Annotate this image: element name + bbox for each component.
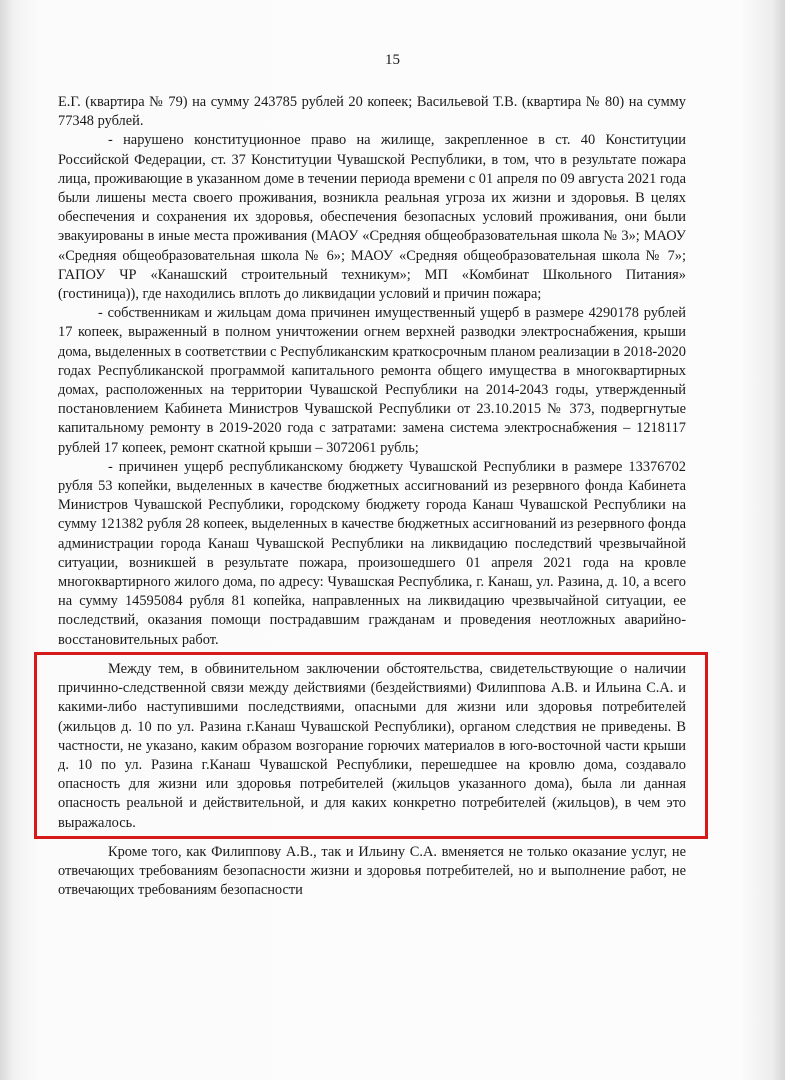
paragraph-property-damage: - собственникам и жильцам дома причинен имущественный ущерб в размере 4290178 рублей 17 копеек, выраженный в полном уничтожении огнем верхней разводки электроснабжения, крыши дома, выделенных в соответствии с Республиканским краткосрочным планом реализации в 2018-2020 годах Республиканской программой капитального ремонта общего имущества в многоквартирных домах, расположенных на территории Чувашской Республики на 2014-2043 годы, утвержденный постановлением Кабинета Министров Чувашской Республики от 23.10.2015 № 373, подвергнутые капитальному ремонту в 2019-2020 года с затратами: замена система электроснабжения – 1218117 рублей 17 копеек, ремонт скатной крыши – 3072061 рубль;	[58, 305, 686, 456]
paragraph-budget-damage: - причинен ущерб республиканскому бюджету Чувашской Республики в размере 13376702 рубля 53 копейки, выделенных в качестве бюджетных ассигнований из резервного фонда Кабинета Министров Чувашской Республики, городскому бюджету города Канаш Чувашской Республики на сумму 121382 рубля 28 копеек, выделенных в качестве бюджетных ассигнований из резервного фонда администрации города Канаш Чувашской Республики на ликвидацию последствий чрезвычайной ситуации, возникшей в результате пожара, произошедшего 01 апреля 2021 года на кровле многоквартирного жилого дома, по адресу: Чувашская Республика, г. Канаш, ул. Разина, д. 10, а всего на сумму 14595084 рубля 81 копейка, направленных на ликвидацию чрезвычайной ситуации, ее последствий, оказания помощи пострадавшим гражданам и проведения неотложных аварийно-восстановительных работ.	[58, 458, 686, 648]
paragraph-housing-rights: - нарушено конституционное право на жилище, закрепленное в ст. 40 Конституции Российской Федерации, ст. 37 Конституции Чувашской Республики, в том, что в результате пожара лица, проживающие в указанном доме в течении периода времени с 01 апреля по 09 августа 2021 года были лишены места своего проживания, возникла реальная угроза их жизни и здоровья. В целях обеспечения и сохранения их здоровья, обеспечения безопасных условий проживания, они были эвакуированы в иные места проживания (МАОУ «Средняя общеобразовательная школа № 3»; МАОУ «Средняя общеобразовательная школа № 6»; МАОУ «Средняя общеобразовательная школа № 7»; ГАПОУ ЧР «Канашский строительный техникум»; МП «Комбинат Школьного Питания» (гостиница)), где находились вплоть до ликвидации условий и причин пожара;	[58, 132, 686, 303]
paragraph-continuation: Е.Г. (квартира № 79) на сумму 243785 рублей 20 копеек; Васильевой Т.В. (квартира № 80) на сумму 77348 рублей.	[58, 94, 686, 130]
red-highlight-frame	[34, 652, 708, 839]
paragraph-highlighted-causation: Между тем, в обвинительном заключении обстоятельства, свидетельствующие о наличии причинно-следственной связи между действиями (бездействиями) Филиппова А.В. и Ильина С.А. и какими-либо наступившими последствиями, опасными для жизни или здоровья потребителей (жильцов д. 10 по ул. Разина г.Канаш Чувашской Республики), органом следствия не приведены. В частности, не указано, каким образом возгорание горючих материалов в юго-восточной части крыши д. 10 по ул. Разина г.Канаш Чувашской Республики, перешедшее на кровлю дома, создавало опасность для жизни или здоровья потребителей (жильцов указанного дома), была ли данная опасность реальной и действительной, и для каких конкретно потребителей (жильцов), в чем это выражалось.	[58, 660, 686, 831]
page-number: 15	[385, 52, 400, 68]
paragraph-additional-charges: Кроме того, как Филиппову А.В., так и Ильину С.А. вменяется не только оказание услуг, не отвечающих требованиям безопасности жизни и здоровья потребителей, но и выполнение работ, не отвечающих требованиям безопасности	[58, 843, 686, 899]
